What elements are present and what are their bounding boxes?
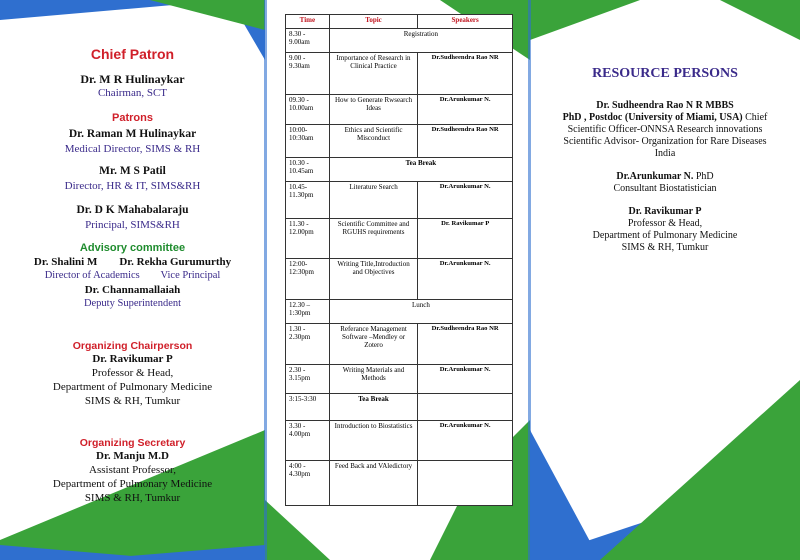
schedule-time: 09.30 - 10.00am (286, 95, 330, 125)
secretary-heading: Organizing Secretary (79, 437, 186, 449)
schedule-speaker: Dr. Ravikumar P (418, 219, 513, 259)
schedule-topic: Literature Search (329, 182, 418, 219)
advisory-heading: Advisory committee (79, 242, 186, 254)
schedule-row (286, 324, 513, 365)
resource-person-3-line: Department of Pulmonary Medicine (592, 230, 738, 241)
resource-person-3 (530, 206, 800, 254)
schedule-time: 10.45-11.30pm (286, 182, 330, 219)
advisory-titles: Director of Academics Vice Principal (44, 270, 221, 281)
schedule-row (286, 125, 513, 158)
chief-patron-title: Chairman, SCT (97, 87, 168, 99)
schedule-topic: Feed Back and VAledictory (329, 461, 418, 506)
schedule-time: 1.30 - 2.30pm (286, 324, 330, 365)
schedule-time: 4:00 - 4.30pm (286, 461, 330, 506)
chief-patron-heading: Chief Patron (90, 46, 175, 62)
schedule-topic: Importance of Research in Clinical Practice (329, 53, 418, 95)
advisory-names: Dr. Shalini M Dr. Rekha Gurumurthy (33, 256, 232, 268)
schedule-time: 2.30 - 3.15pm (286, 365, 330, 394)
schedule-row (286, 53, 513, 95)
resource-person-1 (530, 100, 800, 160)
chief-patron-name: Dr. M R Hulinaykar (80, 72, 185, 86)
schedule-row (286, 158, 513, 182)
resource-person-1-line: Scientific Advisor- Organization for Rare Diseases (563, 136, 767, 147)
resource-person-1-line: Chief (742, 112, 768, 123)
chairperson-heading: Organizing Chairperson (72, 340, 193, 352)
schedule-topic: How to Generate Rwsearch Ideas (329, 95, 418, 125)
schedule-time: 10:00-10:30am (286, 125, 330, 158)
schedule-time: 10.30 - 10.45am (286, 158, 330, 182)
schedule-topic: Ethics and Scientific Misconduct (329, 125, 418, 158)
secretary-line: SIMS & RH, Tumkur (84, 492, 181, 504)
schedule-speaker: Dr.Arunkumar N. (418, 259, 513, 300)
resource-person-3-line: SIMS & RH, Tumkur (621, 242, 709, 253)
right-panel (530, 0, 800, 560)
patron-name: Dr. D K Mahabalaraju (76, 204, 189, 216)
schedule-row (286, 365, 513, 394)
patron-name: Dr. Raman M Hulinaykar (68, 128, 197, 140)
schedule-row (286, 182, 513, 219)
schedule-row (286, 300, 513, 324)
schedule-time: 11.30 - 12.00pm (286, 219, 330, 259)
secretary-line: Department of Pulmonary Medicine (52, 478, 213, 490)
schedule-time: 8.30 - 9.00am (286, 29, 330, 53)
schedule-speaker (418, 394, 513, 421)
schedule-row (286, 29, 513, 53)
resource-person-3-line: Professor & Head, (627, 218, 703, 229)
time-header: Time (286, 15, 330, 29)
secretary-line: Assistant Professor, (89, 464, 176, 476)
patron-title: Medical Director, SIMS & RH (64, 143, 201, 155)
patron-title: Director, HR & IT, SIMS&RH (64, 180, 201, 192)
resource-person-2-degree: PhD (693, 171, 714, 182)
schedule-speaker: Dr.Arunkumar N. (418, 182, 513, 219)
resource-person-2-title: Consultant Biostatistician (613, 183, 717, 194)
schedule-body (286, 29, 513, 506)
schedule-time: 9.00 - 9.30am (286, 53, 330, 95)
advisory-name-3: Dr. Channamallaiah (84, 284, 181, 296)
topic-header: Topic (329, 15, 418, 29)
resource-persons-heading: RESOURCE PERSONS (592, 66, 738, 81)
patrons-heading: Patrons (112, 112, 153, 124)
schedule-row (286, 95, 513, 125)
schedule-speaker: Dr.Sudheendra Rao NR (418, 125, 513, 158)
schedule-speaker: Dr.Arunkumar N. (418, 421, 513, 461)
schedule-topic: Tea Break (329, 394, 418, 421)
schedule-row (286, 421, 513, 461)
schedule-time: 12.30 – 1:30pm (286, 300, 330, 324)
advisory-title-3: Deputy Superintendent (83, 298, 182, 309)
schedule-time: 3.30 - 4.00pm (286, 421, 330, 461)
schedule-topic: Writing Title,Introduction and Objectives (329, 259, 418, 300)
patron-name: Mr. M S Patil (99, 165, 166, 177)
schedule-topic: Scientific Committee and RGUHS requirements (329, 219, 418, 259)
patron-title: Principal, SIMS&RH (85, 219, 180, 231)
resource-person-2 (530, 171, 800, 195)
schedule-speaker: Dr.Sudheendra Rao NR (418, 324, 513, 365)
left-panel (0, 0, 265, 560)
resource-person-1-line: Dr. Sudheendra Rao N R MBBS (596, 100, 734, 111)
schedule-time: 3:15-3:30 (286, 394, 330, 421)
schedule-time: 12:00-12:30pm (286, 259, 330, 300)
schedule-header-row (286, 15, 513, 29)
schedule-row (286, 219, 513, 259)
schedule-topic: Lunch (329, 300, 512, 324)
resource-person-1-line: Scientific Officer-ONNSA Research innovations (567, 124, 763, 135)
chairperson-line: SIMS & RH, Tumkur (84, 395, 181, 407)
schedule-topic: Tea Break (329, 158, 512, 182)
resource-person-1-degree: PhD , Postdoc (University of Miami, USA) (562, 112, 743, 123)
chairperson-line: Department of Pulmonary Medicine (52, 381, 213, 393)
schedule-speaker (418, 461, 513, 506)
schedule-row (286, 259, 513, 300)
schedule-speaker: Dr.Sudheendra Rao NR (418, 53, 513, 95)
chairperson-name: Dr. Ravikumar P (92, 353, 173, 365)
schedule-row (286, 461, 513, 506)
schedule-topic: Registration (329, 29, 512, 53)
schedule-topic: Referance Management Software –Mendley or Zotero (329, 324, 418, 365)
schedule-speaker: Dr.Arunkumar N. (418, 95, 513, 125)
schedule-table (285, 14, 513, 506)
speakers-header: Speakers (418, 15, 513, 29)
secretary-name: Dr. Manju M.D (96, 450, 169, 462)
schedule-speaker: Dr.Arunkumar N. (418, 365, 513, 394)
resource-person-2-name: Dr.Arunkumar N. (616, 171, 694, 182)
schedule-row (286, 394, 513, 421)
chairperson-line: Professor & Head, (91, 367, 174, 379)
schedule-topic: Writing Materials and Methods (329, 365, 418, 394)
resource-person-3-name: Dr. Ravikumar P (628, 206, 702, 217)
schedule-topic: Introduction to Biostatistics (329, 421, 418, 461)
resource-person-1-line: India (654, 148, 676, 159)
